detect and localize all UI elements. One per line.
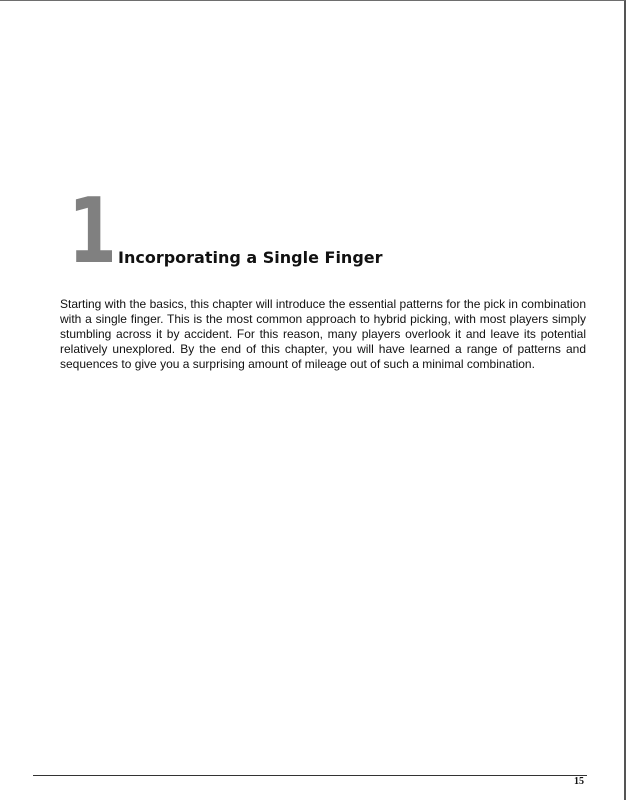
chapter-title: Incorporating a Single Finger <box>118 248 383 267</box>
page-number: 15 <box>574 776 584 787</box>
footer-divider <box>33 775 587 776</box>
chapter-intro-paragraph: Starting with the basics, this chapter will introduce the essential patterns for the pick in combination with a single finger. This is the most common approach to hybrid picking, with most players simply stumbling across it by accident. For this reason, many players overlook it and leave its potential relatively unexplored. By the end of this chapter, you will have learned a range of patterns and sequences to give you a surprising amount of mileage out of such a minimal combination. <box>60 297 586 371</box>
chapter-number: 1 <box>68 179 116 284</box>
